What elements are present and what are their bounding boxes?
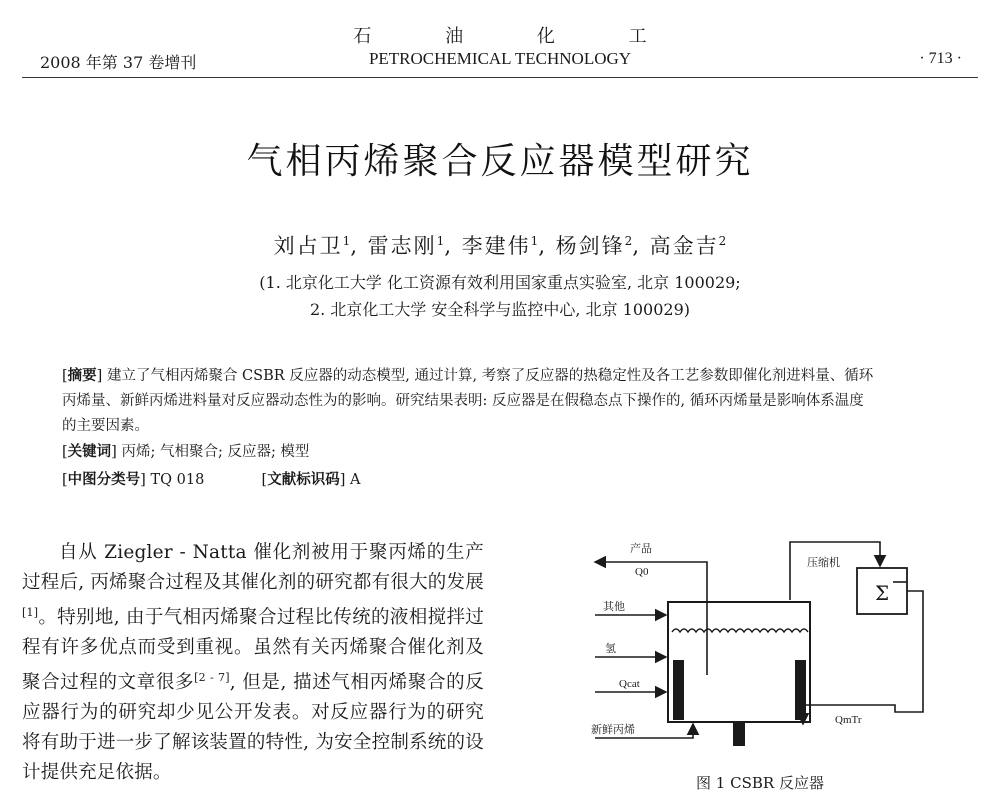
clc-code: TQ 018 xyxy=(150,472,205,488)
clc-label: 中图分类号 xyxy=(67,471,141,488)
qmtr-label: QmTr xyxy=(835,714,862,726)
reactor-baffle-left xyxy=(673,660,684,720)
author-name: 刘占卫 xyxy=(273,234,343,258)
figure-caption: 图 1 CSBR 反应器 xyxy=(696,774,824,792)
journal-title-cn: 石 油 化 工 xyxy=(353,26,681,47)
body-text xyxy=(22,538,484,788)
sigma-symbol: Σ xyxy=(875,581,890,605)
classification-line: [中图分类号] TQ 018 [文献标识码] A xyxy=(62,471,361,488)
author-name: 高金吉 xyxy=(649,234,719,258)
other-label: 其他 xyxy=(603,600,625,613)
citation: [1] xyxy=(22,606,39,619)
author-list: 刘占卫$^1$, 雷志刚$^1$, 李建伟$^1$, 杨剑锋$^2$, 高金吉$^2$ xyxy=(273,234,727,258)
author-affiliation-mark: 1 xyxy=(342,234,351,248)
author-affiliation-mark: 2 xyxy=(624,234,633,248)
abstract-line: [摘要] 建立了气相丙烯聚合 CSBR 反应器的动态模型, 通过计算, 考察了反应器的热稳定性及各工艺参数即催化剂进料量、循环 xyxy=(62,367,874,384)
journal-title-en: PETROCHEMICAL TECHNOLOGY xyxy=(368,49,632,68)
hydrogen-label: 氢 xyxy=(605,642,616,655)
recycle-line-out xyxy=(790,542,880,600)
citation: [2 - 7] xyxy=(194,671,230,685)
page-number: · 713 · xyxy=(919,50,962,67)
abstract-line: 丙烯量、新鲜丙烯进料量对反应器动态性为的影响。研究结果表明: 反应器是在假稳态点下操作的, 循环丙烯量是影响体系温度 xyxy=(62,393,864,409)
author-affiliation-mark: 1 xyxy=(436,234,445,248)
author-affiliation-mark: 2 xyxy=(718,234,727,248)
product-label: 产品 xyxy=(630,542,652,555)
author-name: 李建伟 xyxy=(461,234,531,258)
doc-code-label: 文献标识码 xyxy=(267,471,340,488)
keywords: 丙烯; 气相聚合; 反应器; 模型 xyxy=(121,444,310,460)
keywords-line: [关键词] 丙烯; 气相聚合; 反应器; 模型 xyxy=(62,443,310,460)
reactor-outlet xyxy=(733,722,745,746)
compressor-label: 压缩机 xyxy=(807,556,840,569)
author-affiliation-mark: 1 xyxy=(530,234,539,248)
q0-label: Q0 xyxy=(635,566,649,578)
author-name: 杨剑锋 xyxy=(555,234,625,258)
abstract-label: 摘要 xyxy=(67,367,97,384)
reactor-diagram xyxy=(575,530,935,770)
product-line xyxy=(595,562,707,675)
qcat-label: Qcat xyxy=(619,678,640,690)
abstract-line: 的主要因素。 xyxy=(62,418,149,434)
doc-code: A xyxy=(349,472,361,488)
paper-title: 气相丙烯聚合反应器模型研究 xyxy=(246,141,754,182)
affiliation-2: 2. 北京化工大学 安全科学与监控中心, 北京 100029) xyxy=(309,300,691,319)
reactor-vessel xyxy=(668,602,810,722)
reactor-baffle-right xyxy=(795,660,806,720)
fresh-propylene-label: 新鲜丙烯 xyxy=(591,723,635,736)
keywords-label: 关键词 xyxy=(67,443,112,460)
affiliation-1: (1. 北京化工大学 化工资源有效利用国家重点实验室, 北京 100029; xyxy=(259,273,741,292)
recycle-line-return xyxy=(803,591,923,724)
issue-info: 2008 年第 37 卷增刊 xyxy=(40,53,197,72)
bed-surface xyxy=(672,629,808,632)
paragraph: 自从 Ziegler - Natta 催化剂被用于聚丙烯的生产过程后, 丙烯聚合过程及其催化剂的研究都有很大的发展[1]。特别地, 由于气相丙烯聚合过程比传统的液相搅拌过程有许多优点而受到重视。虽然有关丙烯聚合催化剂及聚合过程的文章很多[2 - 7], 但是, 描述气相丙烯聚合的反应器行为的研究却少见公开发表。对反应器行为的研究将有助于进一步了解该装置的特性, 为安全控制系统的设计提供充足依据。 xyxy=(22,542,484,784)
abstract-text: 建立了气相丙烯聚合 CSBR 反应器的动态模型, 通过计算, 考察了反应器的热稳定性及各工艺参数即催化剂进料量、循环 xyxy=(106,368,874,384)
author-name: 雷志刚 xyxy=(367,234,437,258)
